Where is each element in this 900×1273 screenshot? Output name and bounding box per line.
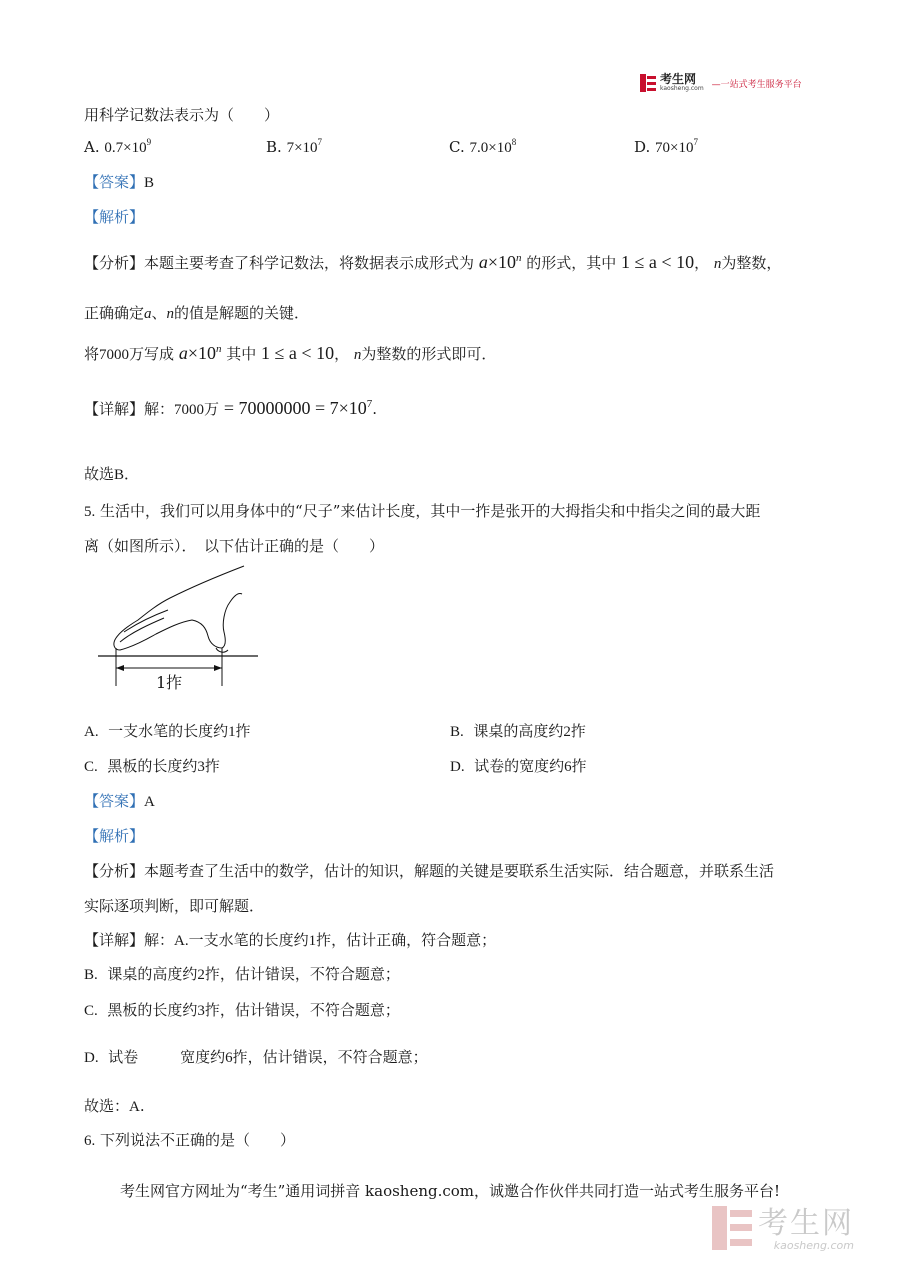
- footer-text: 考生网官方网址为“考生”通用词拼音 kaosheng.com，诚邀合作伙伴共同打造一站式考生服务平台!: [119, 1182, 781, 1200]
- q4-stem-tail: 用科学记数法表示为（ ）: [84, 106, 280, 124]
- q5-fenxi-line1: 【分析】本题考查了生活中的数学，估计的知识，解题的关键是要联系生活实际．结合题意，并联系生活: [84, 862, 775, 880]
- q4-answer: 【答案】B: [84, 173, 155, 191]
- q5-detail-b: B. 课桌的高度约2拃，估计错误，不符合题意；: [84, 965, 400, 983]
- q5-option-c: C. 黑板的长度约3拃: [84, 757, 220, 775]
- q4-option-d: D. $70\times 10^7$: [634, 137, 699, 156]
- q4-option-b: B. $7\times 10^7$: [266, 137, 323, 156]
- q5-analysis-tag: 【解析】: [84, 827, 145, 845]
- q5-stem-line2: 离（如图所示）． 以下估计正确的是（ ）: [84, 537, 385, 555]
- logo-slogan: —一站式考生服务平台: [711, 79, 802, 90]
- figure-label: 1拃: [156, 673, 183, 692]
- q4-option-c: C. $7.0\times 10^8$: [449, 137, 517, 156]
- q4-detail: 【详解】解：7000万 = $70000000 = 7\times 10^7$.: [84, 398, 378, 418]
- logo-domain: kaosheng.com: [660, 85, 704, 92]
- watermark-name: 考生网: [758, 1205, 854, 1241]
- q5-detail-a: 【详解】解：A.一支水笔的长度约1拃，估计正确，符合题意；: [84, 931, 497, 949]
- q4-fenxi-line2: 正确确定a、n的值是解题的关键．: [84, 304, 310, 322]
- logo-name: 考生网: [660, 72, 697, 86]
- header-logo: [640, 72, 802, 94]
- q4-choose: 故选B．: [84, 465, 140, 483]
- watermark-domain: kaosheng.com: [773, 1238, 854, 1252]
- q5-detail-c: C. 黑板的长度约3拃，估计错误，不符合题意；: [84, 1001, 400, 1019]
- q6-stem: 6. 下列说法不正确的是（ ）: [84, 1131, 296, 1149]
- q5-choose: 故选：A.: [84, 1097, 145, 1115]
- watermark-logo-icon: [712, 1206, 752, 1254]
- hand-span-figure: [98, 562, 258, 692]
- watermark: [712, 1206, 854, 1254]
- q5-answer: 【答案】A: [84, 792, 155, 810]
- q5-option-a: A. 一支水笔的长度约1拃: [84, 722, 251, 740]
- kaosheng-logo-icon: [640, 74, 656, 92]
- q4-line3: 将7000万写成 $a\times 10^n$ 其中 1 ≤ a < 10， n为整数的形式即可．: [84, 343, 497, 363]
- q5-option-d: D. 试卷的宽度约6拃: [450, 757, 587, 775]
- q5-option-b: B. 课桌的高度约2拃: [450, 722, 586, 740]
- q4-fenxi-line1: 【分析】本题主要考查了科学记数法，将数据表示成形式为 $a\times 10^n$ 的形式，其中 1 ≤ a < 10， n为整数，: [84, 252, 782, 272]
- q4-option-a: A. $0.7\times 10^9$: [84, 137, 152, 156]
- q4-analysis-tag: 【解析】: [84, 208, 145, 226]
- q5-stem-line1: 5. 生活中，我们可以用身体中的“尺子”来估计长度，其中一拃是张开的大拇指尖和中指尖之间的最大距: [84, 502, 761, 520]
- q5-detail-d: D. 试卷 宽度约6拃，估计错误，不符合题意；: [84, 1048, 428, 1066]
- q5-fenxi-line2: 实际逐项判断，即可解题．: [84, 897, 265, 915]
